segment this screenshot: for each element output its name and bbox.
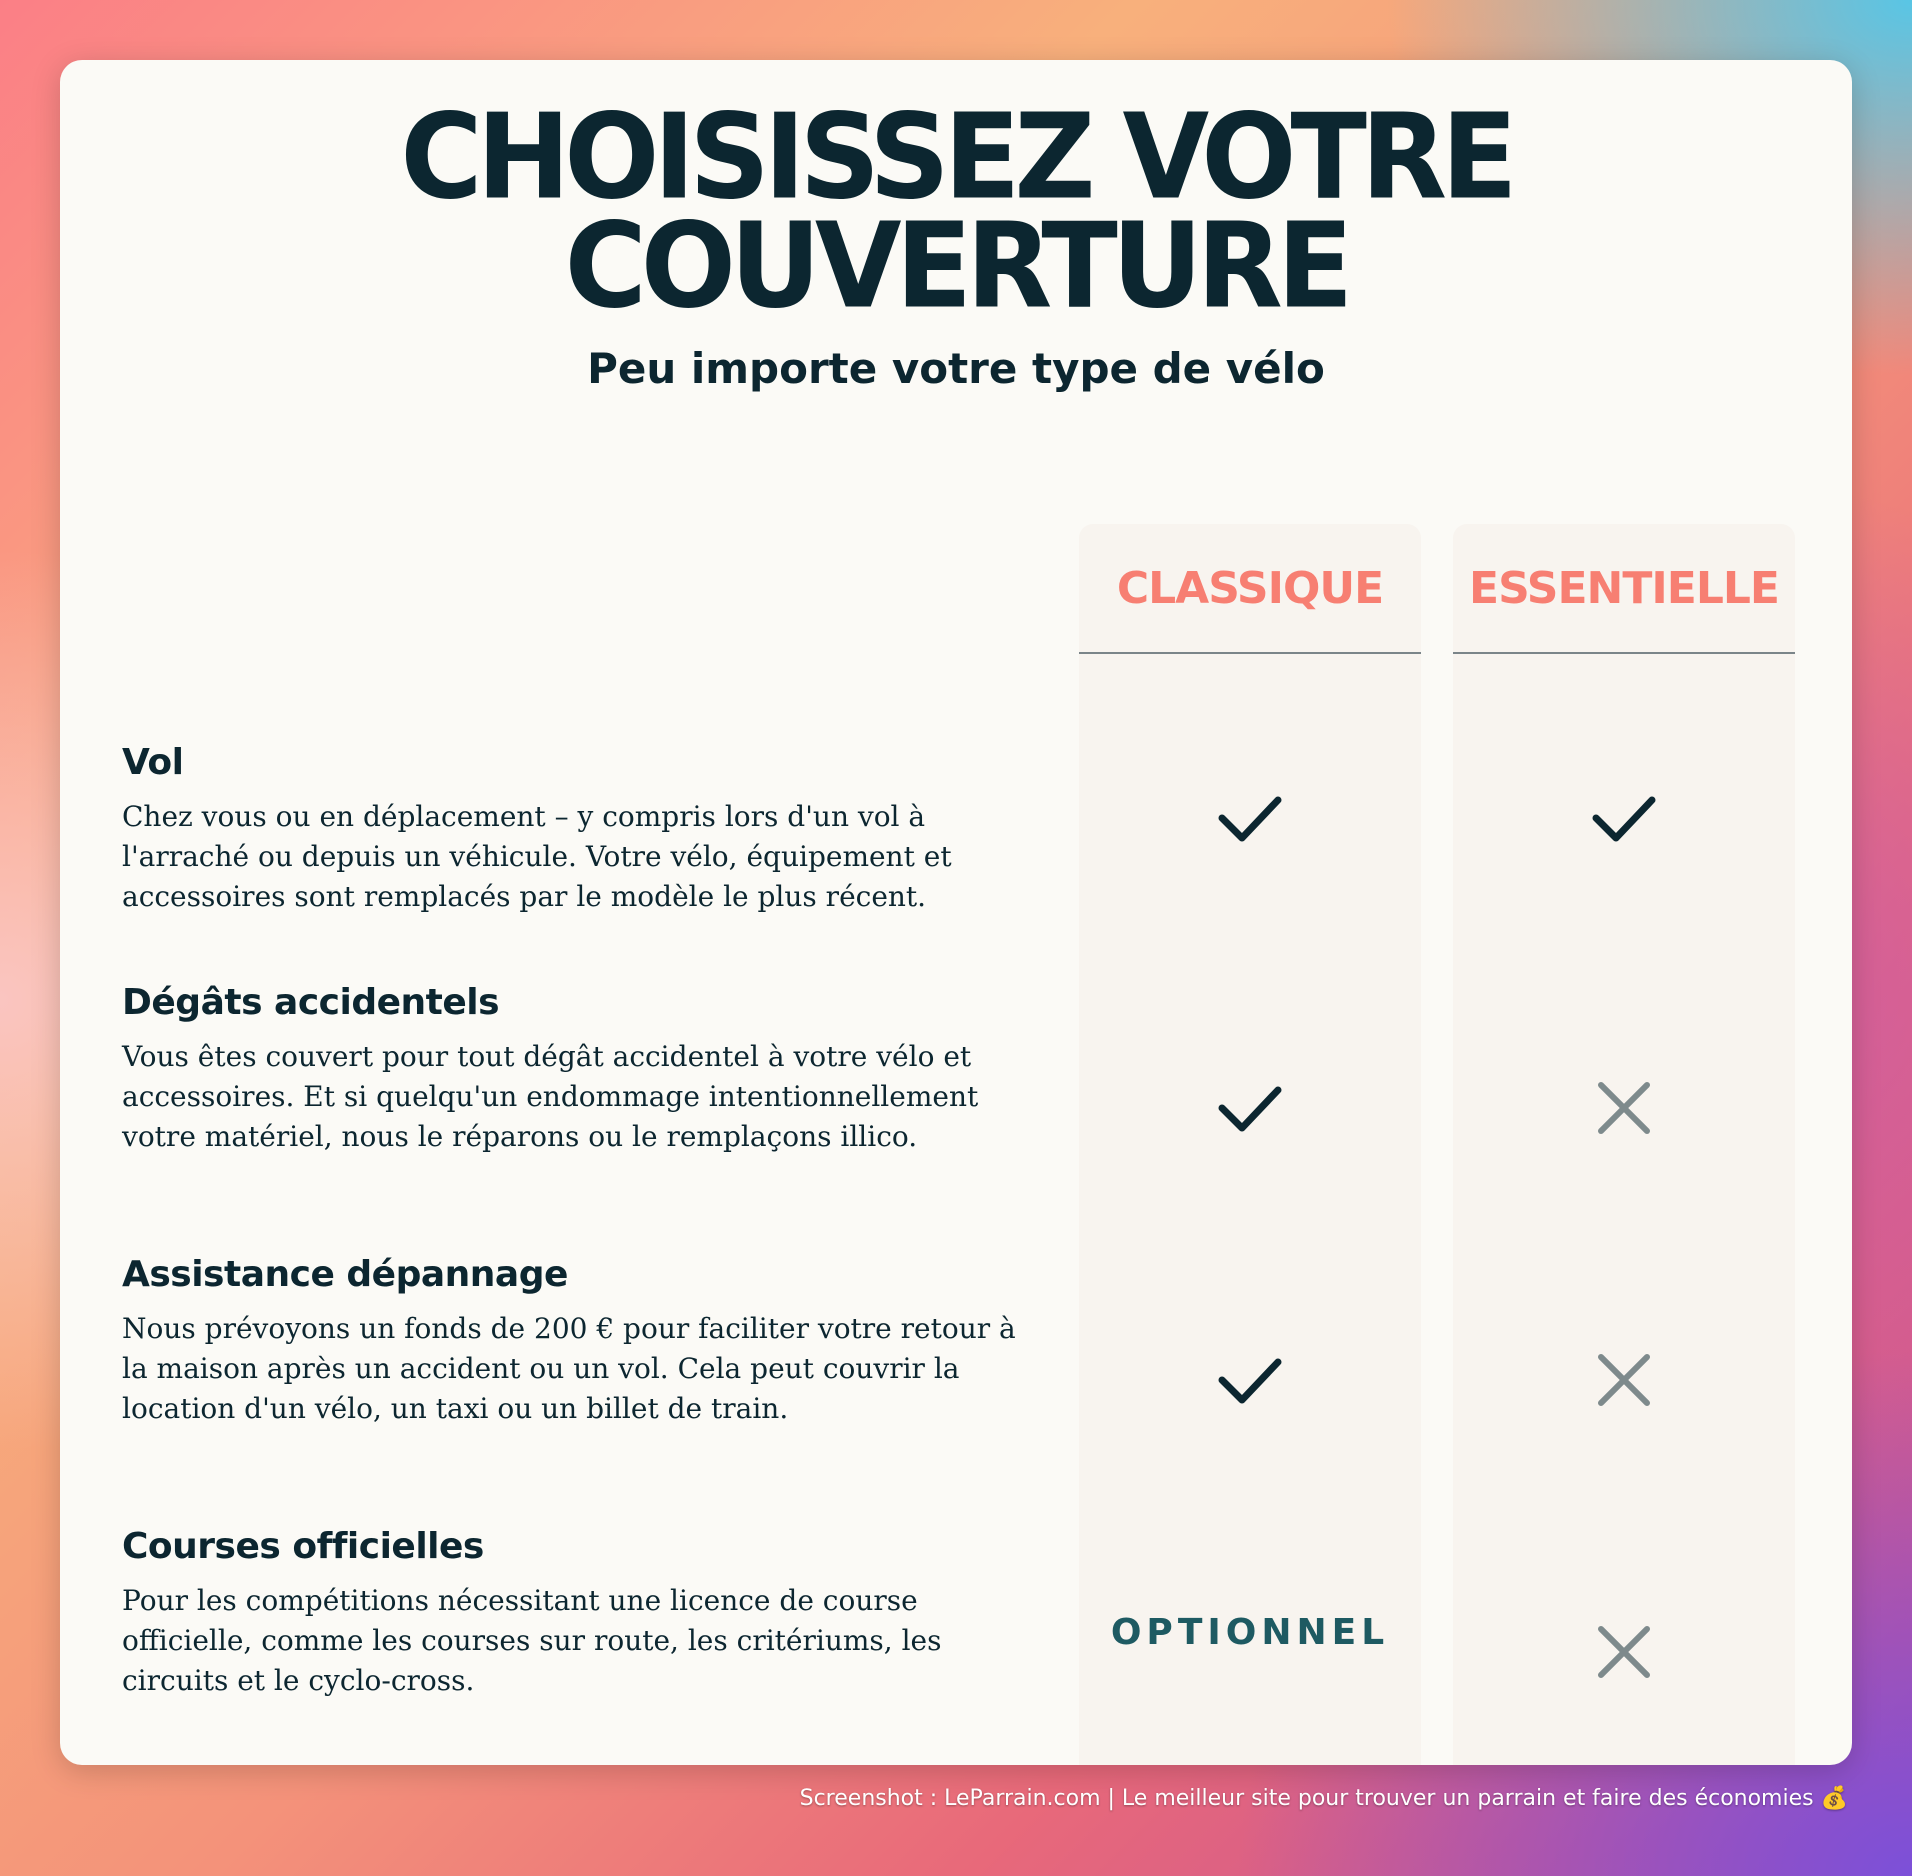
feature-description: Chez vous ou en déplacement – y compris lors d'un vol à l'arraché ou depuis un véhicule. Votre vélo, équipement et accessoires sont remplacés par le modèle le plus récent. bbox=[122, 800, 952, 913]
title-line-1: CHOISISSEZ VOTRE bbox=[400, 89, 1512, 226]
feature-description: Nous prévoyons un fonds de 200 € pour faciliter votre retour à la maison après un accident ou un vol. Cela peut couvrir la location d'un vélo, un taxi ou un billet de train. bbox=[122, 1312, 1016, 1425]
feature-title: Vol bbox=[122, 742, 184, 783]
check-icon bbox=[1210, 1068, 1290, 1148]
feature-courses-officielles bbox=[122, 1526, 1022, 1701]
feature-title: Dégâts accidentels bbox=[122, 982, 500, 1023]
feature-description: Pour les compétitions nécessitant une licence de course officielle, comme les courses sur route, les critériums, les circuits et le cyclo-cross. bbox=[122, 1584, 942, 1697]
plan-header-classique: CLASSIQUE bbox=[1079, 524, 1421, 654]
optionnel-label: OPTIONNEL bbox=[1110, 1612, 1390, 1653]
check-icon bbox=[1210, 778, 1290, 858]
feature-vol bbox=[122, 742, 1022, 917]
feature-title: Assistance dépannage bbox=[122, 1254, 568, 1295]
feature-title: Courses officielles bbox=[122, 1526, 484, 1567]
page-subtitle: Peu importe votre type de vélo bbox=[587, 344, 1325, 393]
feature-description: Vous êtes couvert pour tout dégât accidentel à votre vélo et accessoires. Et si quelqu'un endommage intentionnellement votre matériel, nous le réparons ou le remplaçons illico. bbox=[122, 1040, 979, 1153]
screenshot-credit: Screenshot : LeParrain.com | Le meilleur site pour trouver un parrain et faire des économies 💰 bbox=[799, 1786, 1848, 1811]
page-title bbox=[60, 89, 1852, 335]
check-icon bbox=[1584, 778, 1664, 858]
plan-header-essentielle: ESSENTIELLE bbox=[1453, 524, 1795, 654]
check-icon bbox=[1210, 1340, 1290, 1420]
cross-icon bbox=[1584, 1612, 1664, 1692]
feature-assistance-depannage bbox=[122, 1254, 1022, 1429]
comparison-card bbox=[60, 60, 1852, 1765]
title-line-2: COUVERTURE bbox=[564, 198, 1348, 335]
cross-icon bbox=[1584, 1068, 1664, 1148]
feature-degats-accidentels bbox=[122, 982, 1022, 1157]
cross-icon bbox=[1584, 1340, 1664, 1420]
